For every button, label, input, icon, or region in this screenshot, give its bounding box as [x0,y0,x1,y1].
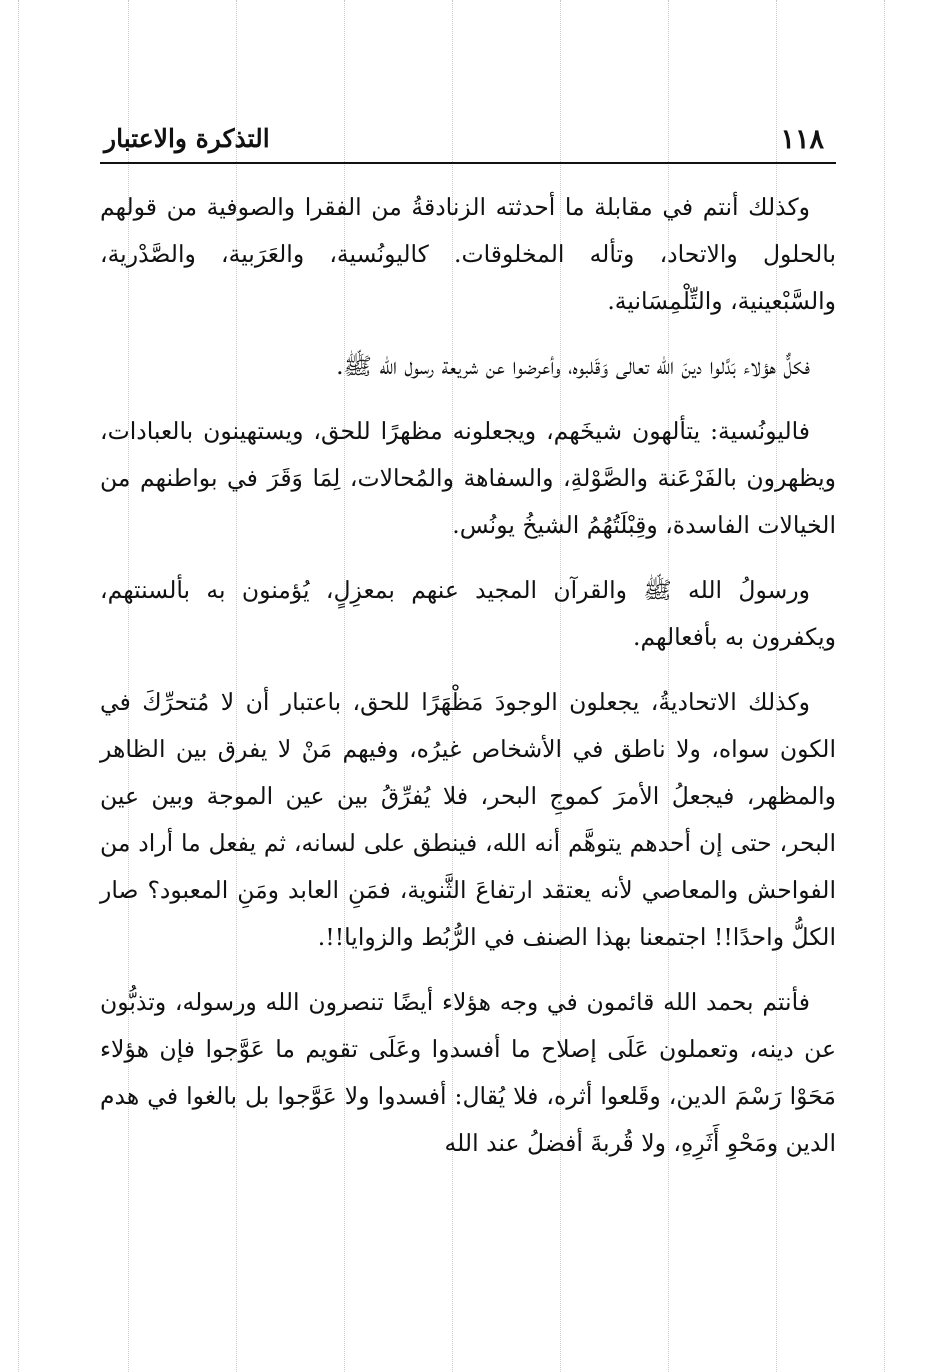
paragraph-gap [100,961,836,979]
paragraph: فكلٌّ هؤلاء بَدَّلوا دينَ الله تعالى وَقَلبوه، وأعرضوا عن شريعة رسول الله ﷺ. [336,352,810,380]
paragraph: ورسولُ الله ﷺ والقرآن المجيد عنهم بمعزِلٍ، يُؤمنون به بألسنتهم، ويكفرون به بأفعالهم. [100,576,836,651]
paragraph: وكذلك الاتحاديةُ، يجعلون الوجودَ مَظْهَرًا للحق، باعتبار أن لا مُتحرِّكَ في الكون سواه، ولا ناطق في الأشخاص غيرُه، وفيهم مَنْ لا يفرق بين الظاهر والمظهر، فيجعلُ الأمرَ كموجِ البحر، فلا يُفرِّقُ بين عين الموجة وبين عين البحر، حتى إن أحدهم يتوهَّم أنه الله، فينطق على لسانه، ثم يفعل ما أراد من الفواحش والمعاصي لأنه يعتقد ارتفاعَ الثَّنوية، فمَنِ العابد ومَنِ المعبود؟ صار الكلُّ واحدًا!! اجتمعنا بهذا الصنف في الرُّبُط والزوايا!!. [100,688,836,951]
book-title: التذكرة والاعتبار [104,124,270,153]
page-number: ١١٨ [780,124,824,155]
scan-guide-line [884,0,885,1372]
paragraph-gap [100,325,836,343]
page-header [100,118,836,164]
body-text [100,184,836,1167]
scan-guide-line [18,0,19,1372]
paragraph-gap [100,661,836,679]
paragraph: وكذلك أنتم في مقابلة ما أحدثته الزنادقةُ من الفقرا والصوفية من قولهم بالحلول والاتحاد، وتأله المخلوقات. كاليونُسية، والعَرَبية، والصَّدْرية، والسَّبْعينية، والتِّلْمِسَانية. [100,193,836,315]
paragraph-gap [100,390,836,408]
paragraph: فأنتم بحمد الله قائمون في وجه هؤلاء أيضًا تنصرون الله ورسوله، وتذبُّون عن دينه، وتعملون عَلَى إصلاح ما أفسدوا وعَلَى تقويم ما عَوَّجوا فإن هؤلاء مَحَوْا رَسْمَ الدين، وقَلعوا أثره، فلا يُقال: أفسدوا ولا عَوَّجوا بل بالغوا في هدم الدين ومَحْوِ أَثَرِهِ، ولا قُربةَ أفضلُ عند الله [100,988,836,1157]
book-page [100,118,836,1167]
paragraph: فاليونُسية: يتألهون شيخَهم، ويجعلونه مظهرًا للحق، ويستهينون بالعبادات، ويظهرون بالفَرْعَنة والصَّوْلةِ، والسفاهة والمُحالات، لِمَا وَقَرَ في بواطنهم من الخيالات الفاسدة، وقِبْلَتُهُمُ الشيخُ يونُس. [100,417,836,539]
paragraph-gap [100,549,836,567]
